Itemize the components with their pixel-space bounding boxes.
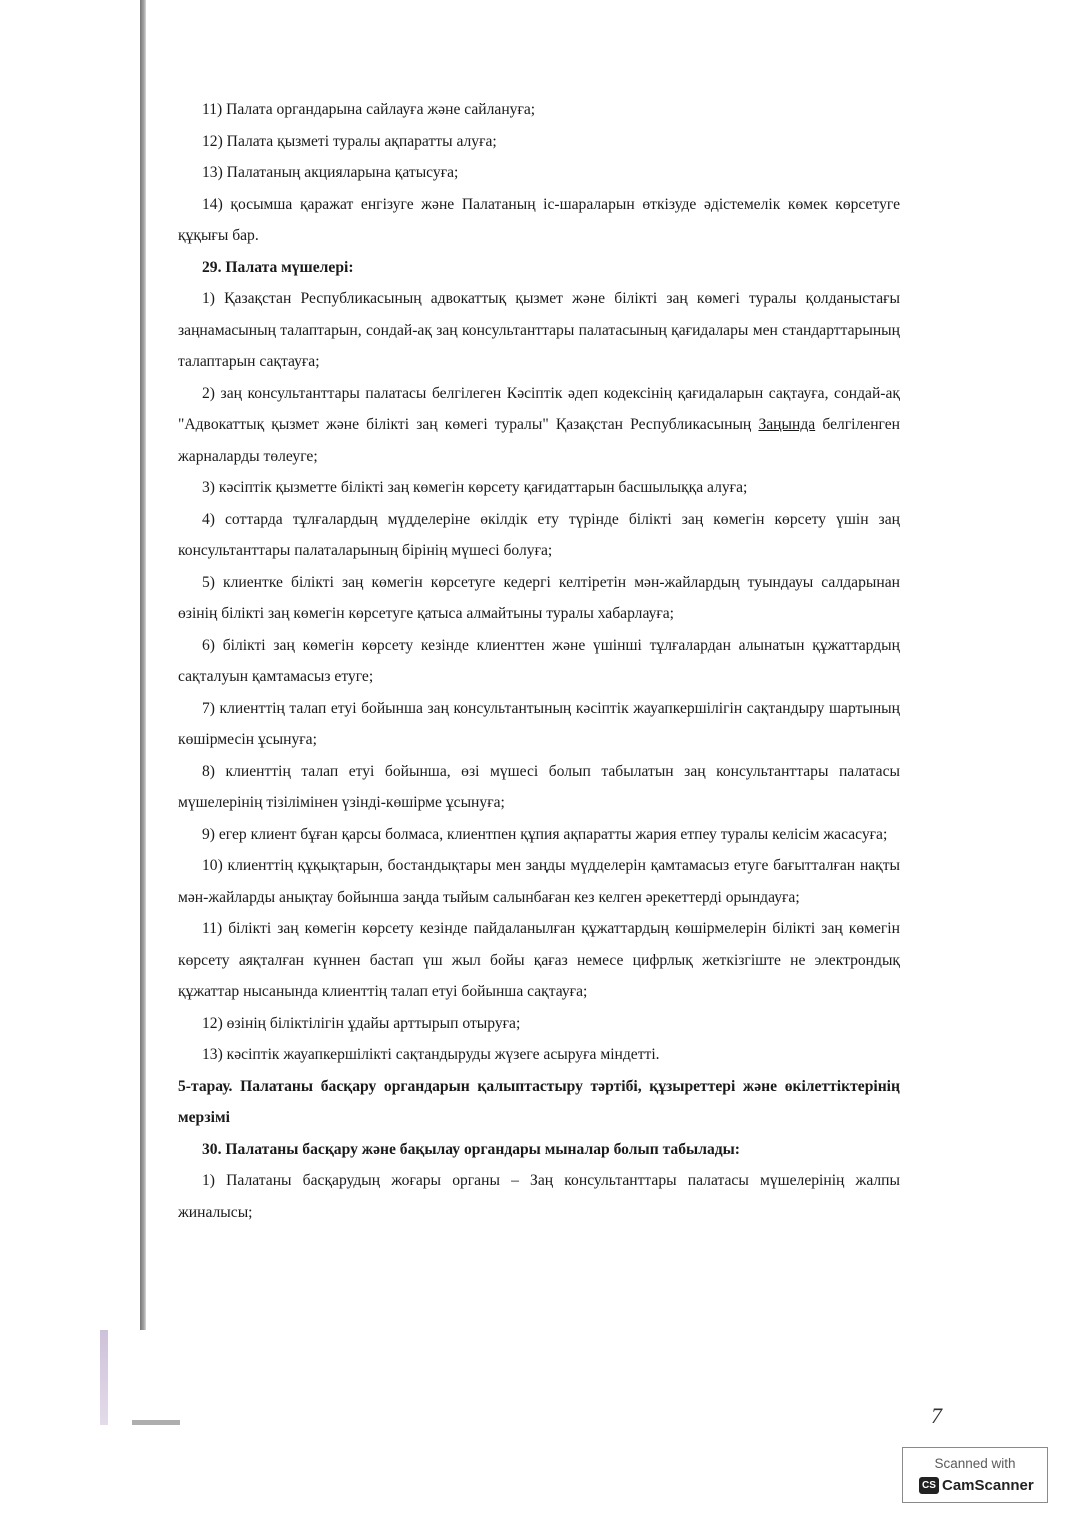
paragraph bbox=[178, 378, 900, 473]
camscanner-watermark bbox=[902, 1447, 1048, 1503]
paragraph: 13) Палатаның акцияларына қатысуға; bbox=[202, 164, 459, 181]
paragraph: 11) білікті заң көмегін көрсету кезінде пайдаланылған құжаттардың көшірмелерін білікті заң көмегін көрсету аяқталған күннен бастап үш жыл бойы қағаз немесе цифрлық жеткізгіште не электрондық құжаттар нысанында клиенттің талап етуі бойынша сақтауға; bbox=[178, 920, 900, 1000]
section-heading: 30. Палатаны басқару және бақылау органдары мыналар болып табылады: bbox=[202, 1140, 740, 1158]
law-link[interactable]: Заңында bbox=[758, 416, 816, 433]
scan-edge-mark bbox=[132, 1420, 180, 1425]
paragraph: 13) кәсіптік жауапкершілікті сақтандыруды жүзеге асыруға міндетті. bbox=[202, 1046, 660, 1063]
paragraph: 7) клиенттің талап етуі бойынша заң консультантының кәсіптік жауапкершілігін сақтандыру шартының көшірмесін ұсынуға; bbox=[178, 699, 900, 748]
scan-edge-tint bbox=[100, 1330, 108, 1425]
paragraph: 12) өзінің біліктілігін ұдайы арттырып отыруға; bbox=[202, 1014, 521, 1032]
camscanner-logo-icon: CS bbox=[919, 1477, 939, 1494]
scan-edge-shadow bbox=[140, 0, 146, 1330]
watermark-name: CamScanner bbox=[942, 1477, 1034, 1494]
paragraph-text: белгіленген жарналарды төлеуге; bbox=[178, 416, 901, 465]
chapter-heading: 5-тарау. Палатаны басқару органдарын қалыптастыру тәртібі, құзыреттері және өкілеттіктерінің мерзімі bbox=[178, 1077, 900, 1126]
document-body bbox=[178, 94, 900, 1228]
paragraph: 8) клиенттің талап етуі бойынша, өзі мүшесі болып табылатын заң консультанттары палатасы мүшелерінің тізілімінен үзінді-көшірме ұсынуға; bbox=[178, 762, 900, 811]
paragraph: 5) клиентке білікті заң көмегін көрсетуге кедергі келтіретін мән-жайлардың туындауы салдарынан өзінің білікті заң көмегін көрсетуге қатыса алмайтыны туралы хабарлауға; bbox=[178, 573, 900, 622]
paragraph: 9) егер клиент бұған қарсы болмаса, клиентпен құпия ақпаратты жария етпеу туралы келісім жасасуға; bbox=[202, 825, 888, 843]
paragraph: 1) Палатаны басқарудың жоғары органы – Заң консультанттары палатасы мүшелерінің жалпы жиналысы; bbox=[178, 1172, 900, 1221]
paragraph: 10) клиенттің құқықтарын, бостандықтары мен заңды мүдделерін қамтамасыз етуге бағытталған нақты мән-жайларды анықтау бойынша заңда тыйым салынбаған кез келген әрекеттерді орындауға; bbox=[178, 857, 900, 906]
paragraph: 1) Қазақстан Республикасының адвокаттық қызмет және білікті заң көмегі туралы қолданыстағы заңнамасының талаптарын, сондай-ақ заң консультанттары палатасының қағидалары мен стандарттарының талаптарын сақтауға; bbox=[178, 290, 900, 370]
paragraph: 3) кәсіптік қызметте білікті заң көмегін көрсету қағидаттарын басшылыққа алуға; bbox=[202, 479, 748, 496]
paragraph: 14) қосымша қаражат енгізуге және Палатаның іс-шараларын өткізуде әдістемелік көмек көрсетуге құқығы бар. bbox=[178, 195, 900, 244]
watermark-caption: Scanned with bbox=[934, 1456, 1016, 1471]
paragraph: 4) соттарда тұлғалардың мүдделеріне өкілдік ету түрінде білікті заң көмегін көрсету үшін заң консультанттары палаталарының бірінің мүшесі болуға; bbox=[178, 510, 900, 559]
paragraph: 12) Палата қызметі туралы ақпаратты алуға; bbox=[202, 132, 497, 150]
paragraph: 6) білікті заң көмегін көрсету кезінде клиенттен және үшінші тұлғалардан алынатын құжаттардың сақталуын қамтамасыз етуге; bbox=[178, 636, 900, 685]
paragraph: 11) Палата органдарына сайлауға және сайлануға; bbox=[202, 101, 536, 118]
paragraph-text: 2) заң консультанттары палатасы белгілеген Кәсіптік әдеп кодексінің қағидаларын сақтауға, сондай-ақ "Адвокаттық қызмет және білікті заң көмегі туралы" Қазақстан Республикасының bbox=[178, 384, 900, 433]
section-heading: 29. Палата мүшелері: bbox=[202, 258, 354, 276]
watermark-brand bbox=[919, 1477, 1034, 1494]
page-number: 7 bbox=[931, 1403, 942, 1428]
